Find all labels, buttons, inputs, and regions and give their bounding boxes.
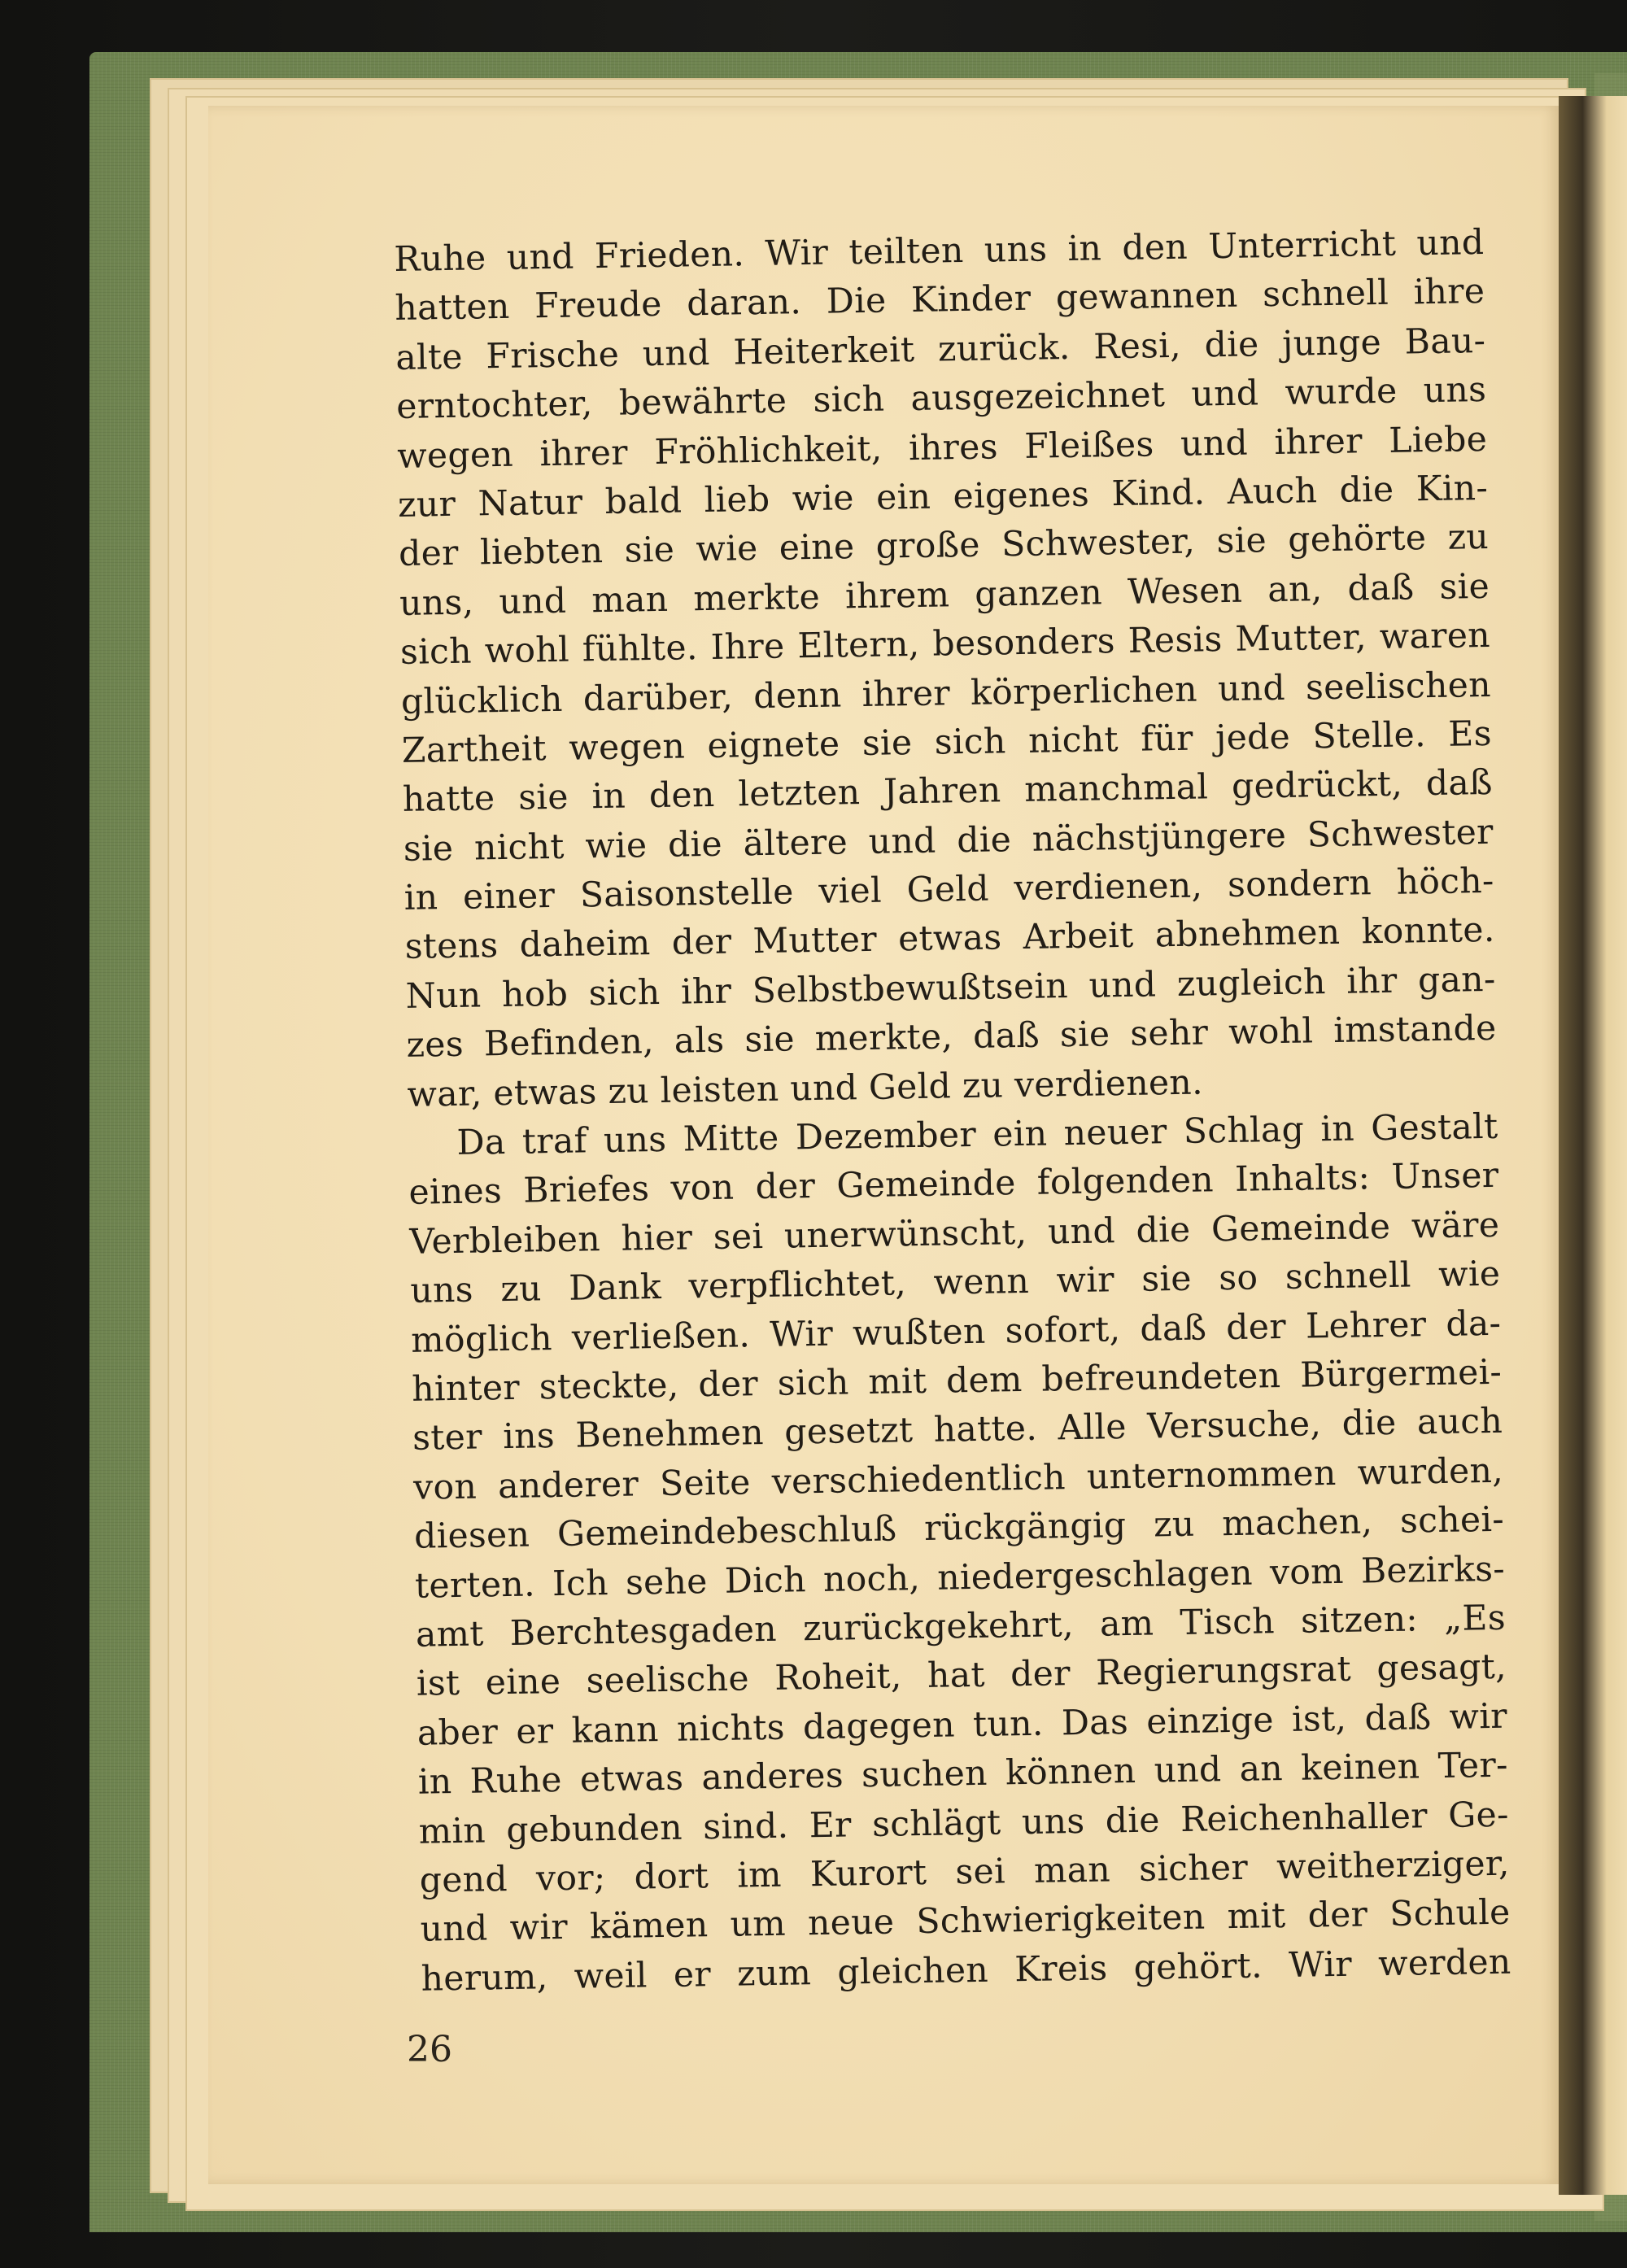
text-line: hatte sie in den letzten Jahren manchmal gedrückt, daß bbox=[402, 763, 1494, 821]
text-line: ist eine seelische Roheit, hat der Regierungsrat gesagt, bbox=[416, 1647, 1507, 1705]
text-line: und wir kämen um neue Schwierigkeiten mit der Schule bbox=[420, 1892, 1511, 1951]
text-line: glücklich darüber, denn ihrer körperlichen und seelischen bbox=[400, 665, 1492, 722]
text-line: in Ruhe etwas anderes suchen können und an keinen Ter- bbox=[417, 1745, 1509, 1803]
page-number: 26 bbox=[407, 2029, 452, 2070]
text-line: Ruhe und Frieden. Wir teilten uns in den Unterricht und bbox=[394, 222, 1485, 280]
body-text bbox=[394, 219, 1511, 2004]
text-line: sich wohl fühlte. Ihre Eltern, besonders Resis Mutter, waren bbox=[399, 616, 1491, 674]
text-line: gend vor; dort im Kurort sei man sicher weitherziger, bbox=[419, 1843, 1510, 1901]
text-line: aber er kann nichts dagegen tun. Das einzige ist, daß wir bbox=[417, 1696, 1508, 1754]
text-line: Zartheit wegen eignete sie sich nicht für jede Stelle. Es bbox=[401, 713, 1493, 771]
text-line: Nun hob sich ihr Selbstbewußtsein und zugleich ihr gan- bbox=[405, 959, 1496, 1017]
text-line: erntochter, bewährte sich ausgezeichnet und wurde uns bbox=[395, 370, 1487, 428]
text-line: möglich verließen. Wir wußten sofort, daß der Lehrer da- bbox=[410, 1303, 1502, 1361]
text-line: zur Natur bald lieb wie ein eigenes Kind. Auch die Kin- bbox=[397, 468, 1489, 526]
text-line: hatten Freude daran. Die Kinder gewannen schnell ihre bbox=[395, 272, 1485, 329]
text-line: eines Briefes von der Gemeinde folgenden Inhalts: Unser bbox=[408, 1156, 1499, 1214]
text-line: uns zu Dank verpflichtet, wenn wir sie so schnell wie bbox=[409, 1254, 1501, 1312]
text-line: der liebten sie wie eine große Schwester, sie gehörte zu bbox=[398, 517, 1490, 575]
text-line: Da traf uns Mitte Dezember ein neuer Schlag in Gestalt bbox=[456, 1106, 1498, 1163]
text-line: hinter steckte, der sich mit dem befreundeten Bürgermei- bbox=[411, 1352, 1503, 1410]
text-line: zes Befinden, als sie merkte, daß sie sehr wohl imstande bbox=[406, 1009, 1497, 1066]
text-line: war, etwas zu leisten und Geld zu verdienen. bbox=[407, 1062, 1204, 1115]
text-line: uns, und man merkte ihrem ganzen Wesen an, daß sie bbox=[399, 566, 1490, 624]
text-line: herum, weil er zum gleichen Kreis gehört. Wir werden bbox=[421, 1942, 1511, 2000]
text-line: sie nicht wie die ältere und die nächstjüngere Schwester bbox=[403, 812, 1494, 870]
text-line: diesen Gemeindebeschluß rückgängig zu machen, schei- bbox=[413, 1499, 1505, 1557]
text-line: Verbleiben hier sei unerwünscht, und die Gemeinde wäre bbox=[409, 1205, 1500, 1263]
text-line: ster ins Benehmen gesetzt hatte. Alle Versuche, die auch bbox=[412, 1402, 1503, 1459]
text-line: terten. Ich sehe Dich noch, niedergeschlagen vom Bezirks- bbox=[414, 1549, 1506, 1607]
text-line: amt Berchtesgaden zurückgekehrt, am Tisch sitzen: „Es bbox=[415, 1598, 1507, 1655]
text-line: min gebunden sind. Er schlägt uns die Reichenhaller Ge- bbox=[418, 1795, 1510, 1852]
text-line: alte Frische und Heiterkeit zurück. Resi, die junge Bau- bbox=[395, 321, 1486, 378]
text-line: in einer Saisonstelle viel Geld verdienen, sondern höch- bbox=[403, 861, 1495, 918]
book-gutter bbox=[1559, 96, 1627, 2195]
text-line: stens daheim der Mutter etwas Arbeit abnehmen konnte. bbox=[404, 910, 1495, 968]
text-line: wegen ihrer Fröhlichkeit, ihres Fleißes und ihrer Liebe bbox=[396, 419, 1488, 477]
text-line: von anderer Seite verschiedentlich unternommen wurden, bbox=[412, 1450, 1504, 1508]
